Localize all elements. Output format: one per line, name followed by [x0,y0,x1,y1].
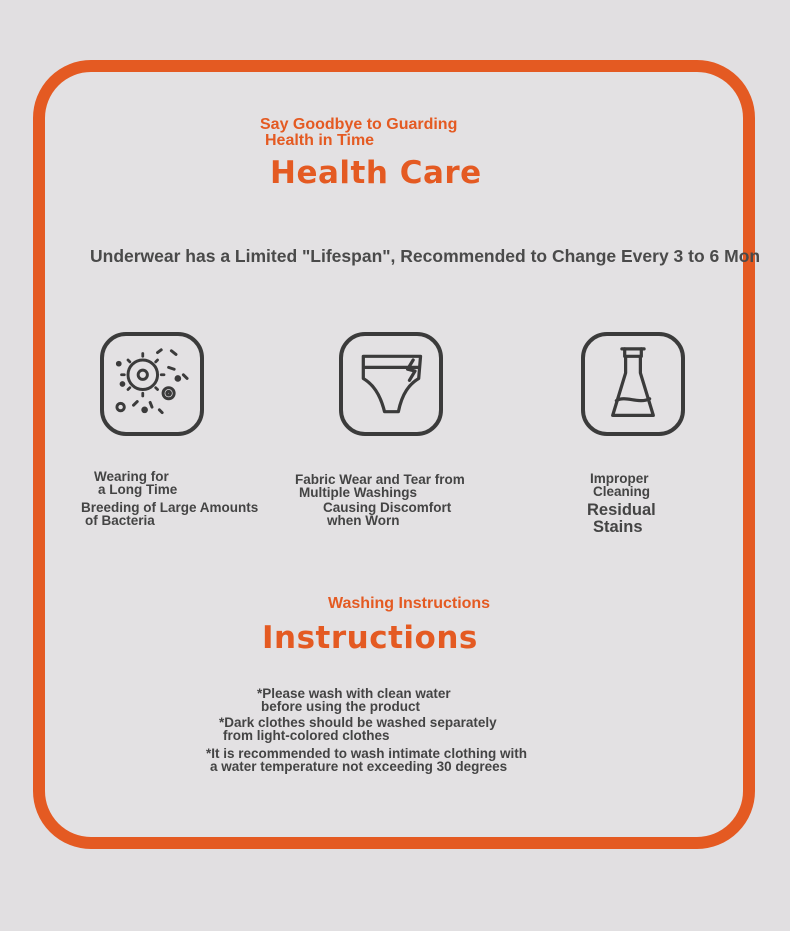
instruction3-line1: *It is recommended to wash intimate clothing with [206,746,528,761]
instruction2-line1: *Dark clothes should be washed separately [219,715,497,730]
washing-subtitle: Washing Instructions [328,595,491,612]
reason3-line2: Cleaning [593,484,651,499]
instruction1-line1: *Please wash with clean water [257,686,451,701]
page-title: Health Care [270,155,482,191]
reason1-line1: Wearing for [94,469,169,484]
lifespan-banner: Underwear has a Limited "Lifespan", Recommended to Change Every 3 to 6 Mon [90,246,761,266]
instruction2-line2: from light-colored clothes [223,728,390,743]
tagline-line1: Say Goodbye to Guarding [260,116,458,133]
reason3-line3: Residual [587,501,656,519]
reason3-line4: Stains [593,518,643,536]
instruction3-line2: a water temperature not exceeding 30 degrees [210,759,508,774]
instructions-title: Instructions [262,620,478,656]
flask-icon [581,332,685,436]
tagline-line2: Health in Time [265,132,375,149]
instruction1-line2: before using the product [261,699,421,714]
reason2-line3: Causing Discomfort [323,500,452,515]
reason1-line2: a Long Time [98,482,178,497]
torn-underwear-icon [339,332,443,436]
reason2-line1: Fabric Wear and Tear from [295,472,465,487]
reason3-line1: Improper [590,471,649,486]
reason2-line2: Multiple Washings [299,485,417,500]
bacteria-icon [100,332,204,436]
reason2-line4: when Worn [327,513,400,528]
reason1-line4: of Bacteria [85,513,155,528]
reason1-line3: Breeding of Large Amounts [81,500,259,515]
